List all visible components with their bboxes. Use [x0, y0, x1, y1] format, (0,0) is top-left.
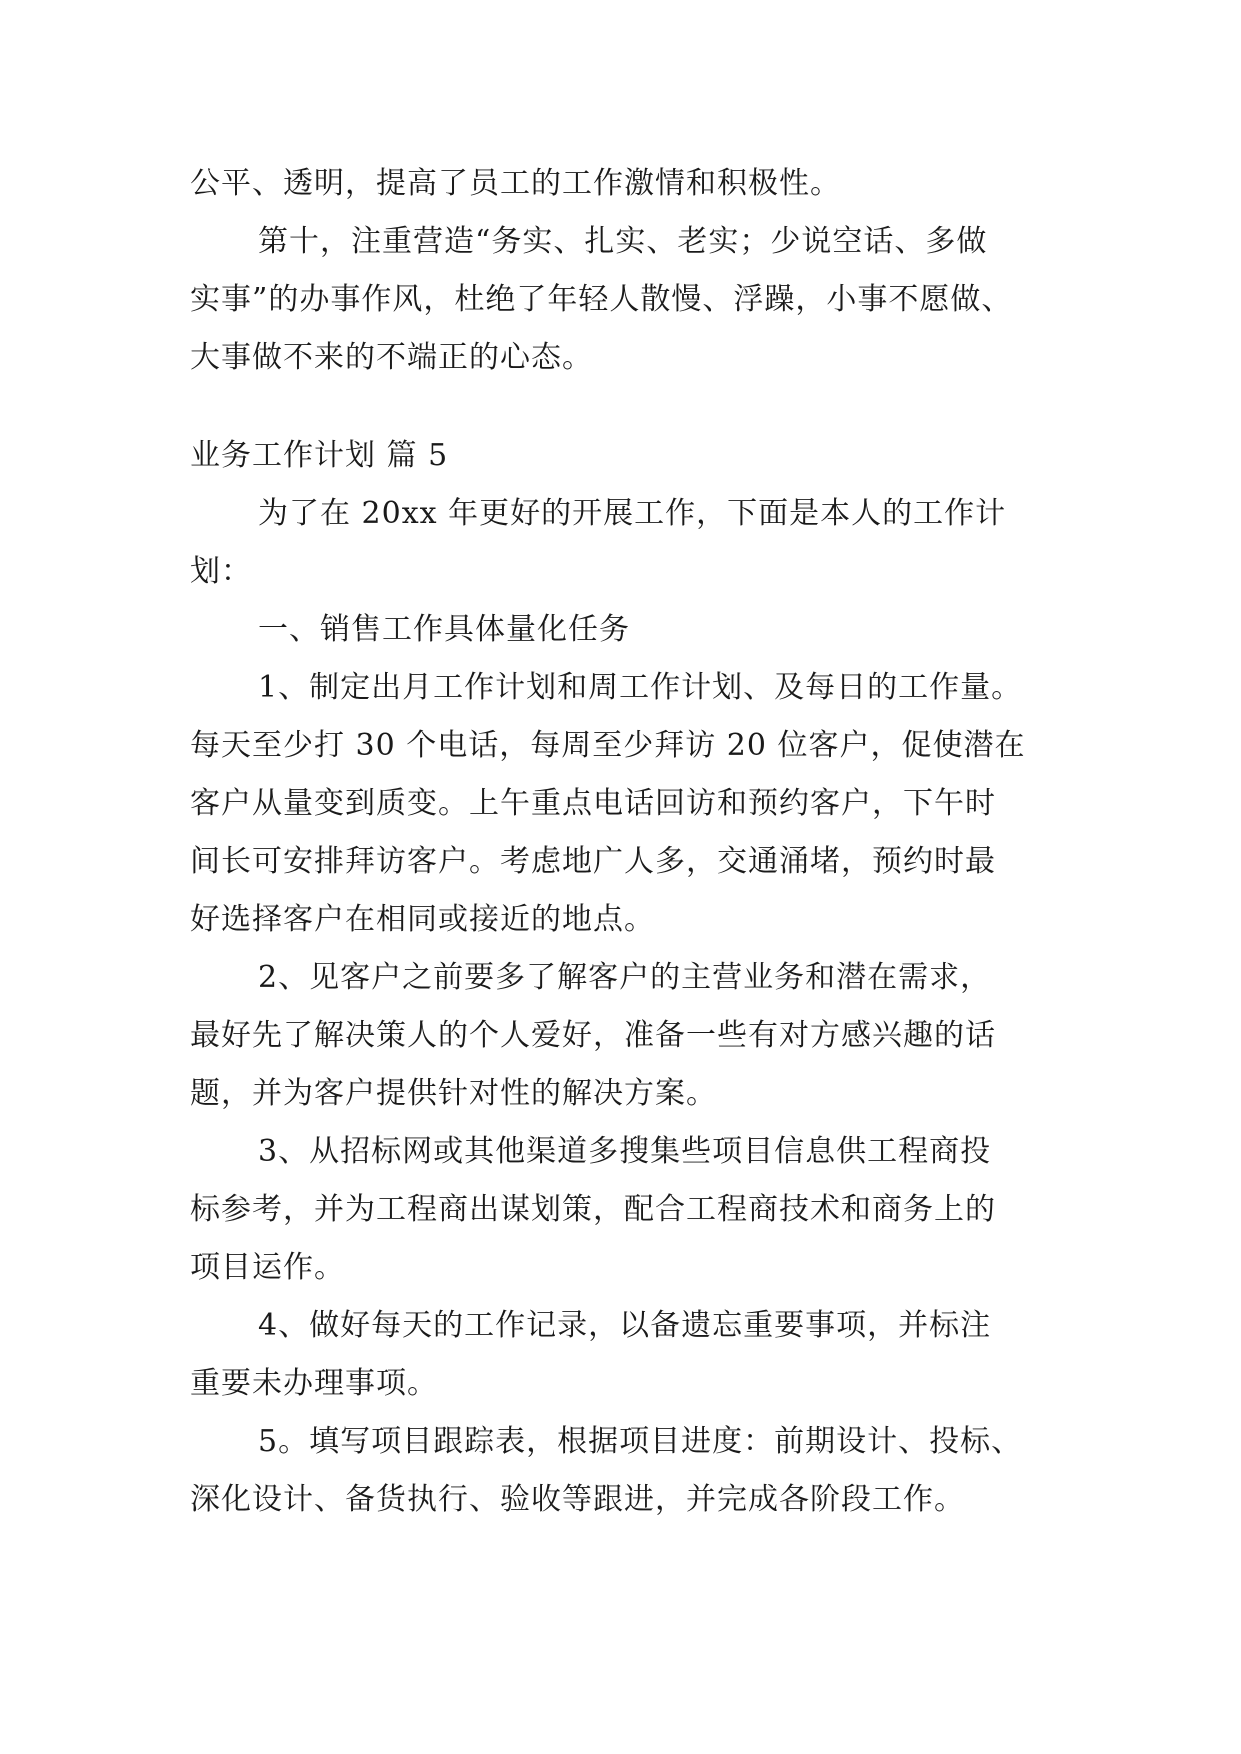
- paragraph-line: 深化设计、备货执行、验收等跟进，并完成各阶段工作。: [190, 1482, 965, 1517]
- paragraph-line: 2、见客户之前要多了解客户的主营业务和潜在需求，: [258, 960, 992, 995]
- paragraph-line: 公平、透明，提高了员工的工作激情和积极性。: [190, 166, 841, 201]
- paragraph-line: 好选择客户在相同或接近的地点。: [190, 902, 655, 937]
- section-gap: [190, 387, 1070, 427]
- paragraph-line: 标参考，并为工程商出谋划策，配合工程商技术和商务上的: [190, 1192, 996, 1227]
- paragraph-line: 第十，注重营造“务实、扎实、老实；少说空话、多做: [258, 224, 988, 259]
- paragraph-line: 重要未办理事项。: [190, 1366, 438, 1401]
- paragraph-line: 划：: [190, 554, 252, 589]
- paragraph-line: 题，并为客户提供针对性的解决方案。: [190, 1076, 717, 1111]
- paragraph-line: 客户从量变到质变。上午重点电话回访和预约客户，下午时: [190, 786, 996, 821]
- paragraph-line: 5。填写项目跟踪表，根据项目进度：前期设计、投标、: [258, 1424, 1023, 1459]
- subsection-heading: 一、销售工作具体量化任务: [258, 612, 630, 647]
- document-page: [190, 155, 1070, 1529]
- paragraph-line: 最好先了解决策人的个人爱好，准备一些有对方感兴趣的话: [190, 1018, 996, 1053]
- paragraph-line: 间长可安排拜访客户。考虑地广人多，交通涌堵，预约时最: [190, 844, 996, 879]
- paragraph-line: 1、制定出月工作计划和周工作计划、及每日的工作量。: [258, 670, 1023, 705]
- paragraph-line: 为了在 20xx 年更好的开展工作，下面是本人的工作计: [258, 496, 1007, 531]
- paragraph-line: 每天至少打 30 个电话，每周至少拜访 20 位客户，促使潜在: [190, 728, 1026, 763]
- paragraph-line: 项目运作。: [190, 1250, 345, 1285]
- paragraph-line: 3、从招标网或其他渠道多搜集些项目信息供工程商投: [258, 1134, 992, 1169]
- section-heading: 业务工作计划 篇 5: [190, 438, 449, 473]
- paragraph-line: 大事做不来的不端正的心态。: [190, 340, 593, 375]
- paragraph-line: 4、做好每天的工作记录，以备遗忘重要事项，并标注: [258, 1308, 992, 1343]
- paragraph-line: 实事”的办事作风，杜绝了年轻人散慢、浮躁，小事不愿做、: [190, 282, 1013, 317]
